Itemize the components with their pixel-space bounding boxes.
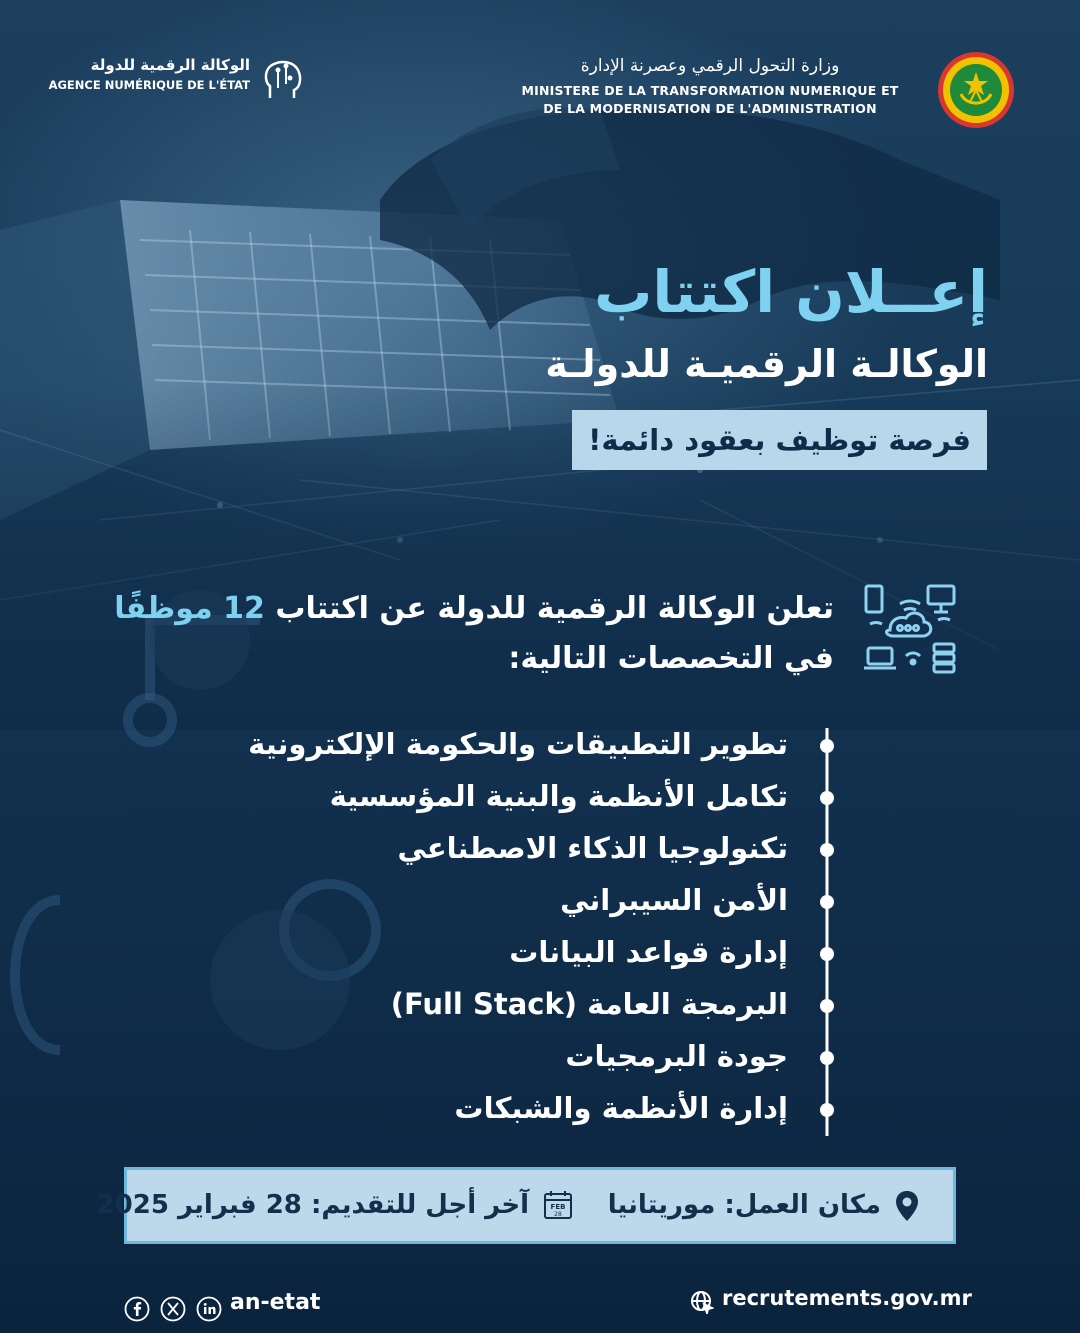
digital-head-icon bbox=[260, 58, 306, 100]
agency-name-fr: AGENCE NUMÉRIQUE DE L'ÉTAT bbox=[48, 78, 250, 92]
intro-employee-count: 12 موظفًا bbox=[114, 591, 265, 626]
x-icon[interactable] bbox=[160, 1296, 186, 1322]
ministry-name-fr-line2: DE LA MODERNISATION DE L'ADMINISTRATION bbox=[543, 101, 877, 116]
facebook-icon[interactable] bbox=[124, 1296, 150, 1322]
permanent-contract-badge: فرصة توظيف بعقود دائمة! bbox=[572, 410, 987, 470]
ministry-name-ar: وزارة التحول الرقمي وعصرنة الإدارة bbox=[580, 56, 840, 76]
list-item: البرمجة العامة (Full Stack) bbox=[390, 987, 788, 1021]
mauritania-seal-icon bbox=[936, 50, 1016, 130]
location-pin-icon bbox=[895, 1190, 919, 1222]
work-location: مكان العمل: موريتانيا bbox=[607, 1190, 881, 1220]
announcement-title: إعــلان اكتتاب bbox=[594, 258, 988, 326]
ministry-name bbox=[500, 56, 920, 118]
agency-logo bbox=[48, 52, 310, 102]
network-devices-icon bbox=[862, 582, 958, 678]
agency-subtitle: الوكالـة الرقميـة للدولـة bbox=[545, 342, 988, 386]
social-handle[interactable]: an-etat bbox=[230, 1290, 321, 1315]
intro-line2: في التخصصات التالية: bbox=[508, 641, 834, 676]
website-link[interactable]: recrutements.gov.mr bbox=[722, 1286, 972, 1310]
globe-cursor-icon bbox=[690, 1290, 714, 1314]
list-item: إدارة الأنظمة والشبكات bbox=[454, 1091, 788, 1125]
calendar-month: FEB bbox=[550, 1203, 566, 1211]
specialties-list bbox=[128, 718, 788, 1134]
calendar-icon bbox=[543, 1190, 573, 1220]
list-item: الأمن السيبراني bbox=[560, 883, 788, 917]
agency-name-ar: الوكالة الرقمية للدولة bbox=[90, 56, 250, 74]
ministry-name-fr-line1: MINISTERE DE LA TRANSFORMATION NUMERIQUE ET bbox=[521, 83, 899, 98]
list-item: إدارة قواعد البيانات bbox=[509, 935, 788, 969]
calendar-day: 28 bbox=[554, 1211, 562, 1218]
list-item: تكامل الأنظمة والبنية المؤسسية bbox=[329, 779, 788, 813]
list-item: تطوير التطبيقات والحكومة الإلكترونية bbox=[248, 727, 788, 761]
intro-line1-text: تعلن الوكالة الرقمية للدولة عن اكتتاب bbox=[264, 591, 834, 626]
list-item: جودة البرمجيات bbox=[565, 1039, 788, 1073]
intro-text bbox=[74, 584, 834, 684]
intro-line1 bbox=[74, 584, 834, 634]
application-deadline: آخر أجل للتقديم: 28 فبراير 2025 bbox=[96, 1190, 529, 1220]
specialties-timeline bbox=[820, 728, 834, 1136]
info-bar bbox=[96, 1167, 956, 1244]
list-item: تكنولوجيا الذكاء الاصطناعي bbox=[397, 831, 788, 865]
linkedin-icon[interactable] bbox=[196, 1296, 222, 1322]
